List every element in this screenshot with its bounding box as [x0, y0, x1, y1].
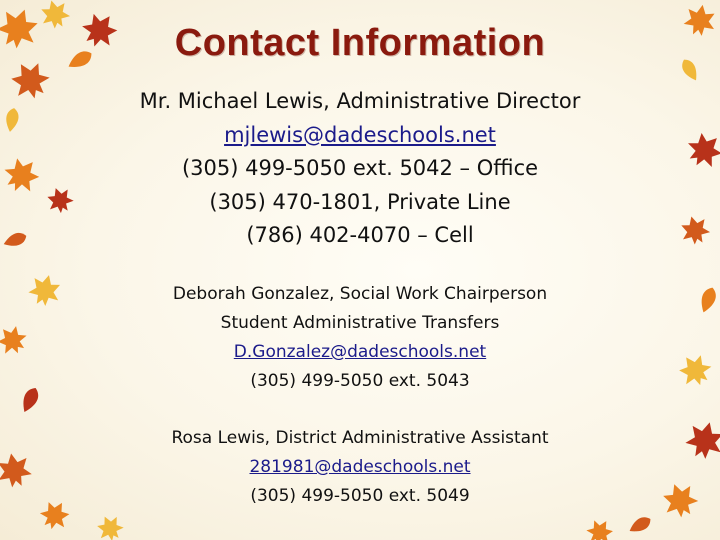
contact-name-title: Deborah Gonzalez, Social Work Chairperson — [172, 284, 548, 304]
contact-michael-lewis — [0, 85, 720, 253]
leaf-icon — [627, 514, 654, 536]
contact-rosa-lewis — [0, 424, 720, 511]
page-title: Contact Information — [174, 22, 546, 64]
contact-name-title: Rosa Lewis, District Administrative Assistant — [171, 428, 549, 448]
phone-office: (305) 499-5050 ext. 5042 – Office — [181, 156, 539, 180]
email-link[interactable]: 281981@dadeschools.net — [249, 457, 471, 477]
phone-office: (305) 499-5050 ext. 5043 — [250, 371, 470, 391]
phone-cell: (786) 402-4070 – Cell — [246, 223, 474, 247]
phone-office: (305) 499-5050 ext. 5049 — [250, 486, 470, 506]
contact-role: Student Administrative Transfers — [220, 313, 500, 333]
leaf-icon — [583, 515, 617, 540]
email-link[interactable]: D.Gonzalez@dadeschools.net — [233, 342, 487, 362]
phone-private: (305) 470-1801, Private Line — [209, 189, 511, 214]
contact-name-title: Mr. Michael Lewis, Administrative Director — [139, 89, 581, 113]
email-link[interactable]: mjlewis@dadeschools.net — [224, 122, 496, 147]
contact-deborah-gonzalez — [0, 280, 720, 396]
leaf-icon — [93, 511, 126, 540]
